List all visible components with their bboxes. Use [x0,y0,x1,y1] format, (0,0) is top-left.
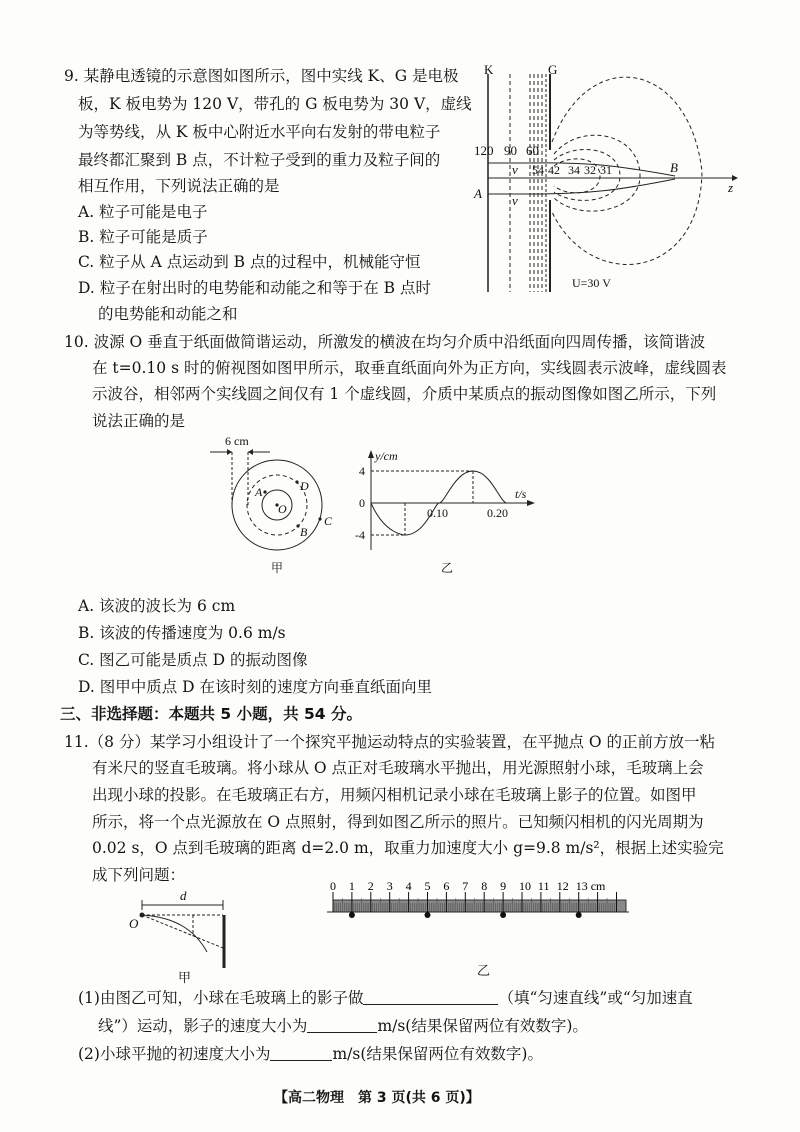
potential-label: 32 [584,163,596,177]
point-a-label: A [474,186,482,201]
section-heading: 三、非选择题：本题共 5 小题，共 54 分。 [60,705,362,723]
q10-line: 说法正确的是 [92,412,186,430]
ruler-label: 2 [367,880,374,893]
voltage-label: U=30 V [572,276,611,290]
shadow-dot [349,912,355,918]
q11-line: 出现小球的投影。在毛玻璃正右方，用频闪相机记录小球在毛玻璃上影子的位置。如图甲 [92,786,697,804]
wave-top-view-figure [205,432,335,582]
plate-g-label: G [548,62,558,77]
potential-label: 31 [600,163,612,177]
point-o-label: O [278,502,287,516]
q10-option-a: A. 该波的波长为 6 cm [78,597,236,615]
point-c-label: C [324,514,333,528]
q11-line: 成下列问题： [92,866,186,884]
figure-caption: 甲 [178,970,192,985]
q9-option-a: A. 粒子可能是电子 [78,203,208,221]
ruler-label: 9 [500,880,507,893]
q9-option-b: B. 粒子可能是质子 [78,228,208,246]
q9-line: 9. 某静电透镜的示意图如图所示，图中实线 K、G 是电极 [64,67,459,85]
q11-line: 0.02 s，O 点到毛玻璃的距离 d=2.0 m，取重力加速度大小 g=9.8 m/s²，根据上述实验完 [92,839,724,857]
dimension-label: 6 cm [225,434,249,448]
ruler-label: 11 [537,880,550,893]
q11-sub1-line1 [78,988,693,1008]
q11-line: 所示，将一个点光源放在 O 点照射，得到如图乙所示的照片。已知频闪相机的闪光周期为 [92,813,704,831]
potential-label: 34 [568,163,580,177]
q11-sub1-text: (1)由图乙可知，小球在毛玻璃上的影子做 [78,989,364,1007]
x-axis-label: t/s [515,487,527,501]
ruler-body [333,900,626,912]
y-tick: 0 [359,496,365,510]
figure-caption: 乙 [477,963,491,978]
answer-blank-initial-speed[interactable] [270,1044,332,1061]
ruler-photo-figure [325,880,645,980]
q9-option-d-cont: 的电势能和动能之和 [98,305,238,323]
x-tick: 0.10 [427,506,448,520]
q10-line: 10. 波源 O 垂直于纸面做简谐运动，所激发的横波在均匀介质中沿纸面向四周传播，该简谐波 [64,333,706,351]
q11-sub1-hint: （填“匀速直线”或“匀加速直 [498,989,693,1007]
potential-label: 54 [532,163,544,177]
q9-option-d: D. 粒子在射出时的电势能和动能之和等于在 B 点时 [78,279,431,297]
y-tick: -4 [355,528,365,542]
ruler-label: 10 [519,880,531,893]
distance-label: d [180,888,187,903]
potential-label: 60 [526,143,539,158]
figure-caption: 乙 [441,561,454,575]
q11-sub1-unit: m/s(结果保留两位有效数字)。 [377,1017,588,1035]
z-axis-label: z [728,180,734,195]
potential-label: 42 [548,163,560,177]
ruler-label: 13 cm [575,880,606,893]
y-axis-label: y/cm [375,450,398,463]
q9-line: 最终都汇聚到 B 点，不计粒子受到的重力及粒子间的 [78,151,441,169]
q10-option-d: D. 图甲中质点 D 在该时刻的速度方向垂直纸面向里 [78,678,433,696]
q10-line: 示波谷，相邻两个实线圆之间仅有 1 个虚线圆，介质中某质点的振动图像如图乙所示，下列 [92,385,717,403]
answer-blank-motion-type[interactable] [363,988,498,1005]
point-d-label: D [300,479,309,493]
vibration-graph-figure [355,450,535,580]
q11-sub2-unit: m/s(结果保留两位有效数字)。 [332,1045,543,1063]
x-tick: 0.20 [487,506,508,520]
potential-label: 120 [474,143,494,158]
q10-option-c: C. 图乙可能是质点 D 的振动图像 [78,651,308,669]
q9-option-c: C. 粒子从 A 点运动到 B 点的过程中，机械能守恒 [78,253,421,271]
ruler-label: 8 [481,880,488,893]
q11-sub2-text: (2)小球平抛的初速度大小为 [78,1045,271,1063]
q10-option-b: B. 该波的传播速度为 0.6 m/s [78,624,286,642]
ruler-label: 12 [556,880,569,893]
ruler-label: 6 [443,880,450,893]
shadow-dot [576,912,582,918]
y-tick: 4 [359,464,365,478]
page-footer: 【高二物理 第 3 页(共 6 页)】 [274,1090,480,1106]
electrostatic-lens-figure [470,62,745,302]
shadow-dot [500,912,506,918]
plate-k-label: K [484,62,494,77]
velocity-label: v [512,193,518,208]
ruler-label: 3 [386,880,393,893]
ruler-label: 4 [405,880,412,893]
point-b-label: B [670,160,678,175]
answer-blank-shadow-speed[interactable] [307,1016,377,1033]
point-a-label: A [255,485,263,499]
ruler-label: 5 [424,880,431,893]
shadow-dot [425,912,431,918]
q11-line: 11.（8 分）某学习小组设计了一个探究平抛运动特点的实验装置，在平抛点 O 的正前方放一粘 [64,733,716,751]
potential-label: 90 [504,143,517,158]
projectile-setup-figure [125,878,245,986]
q9-line: 相互作用，下列说法正确的是 [78,177,280,195]
q11-sub1-line2 [98,1016,588,1036]
ruler-label: 0 [330,880,336,893]
q9-line: 为等势线，从 K 板中心附近水平向右发射的带电粒子 [78,123,441,141]
velocity-label: v [512,162,518,177]
q11-line: 有米尺的竖直毛玻璃。将小球从 O 点正对毛玻璃水平抛出，用光源照射小球，毛玻璃上会 [92,759,704,777]
q9-line: 板，K 板电势为 120 V，带孔的 G 板电势为 30 V，虚线 [78,95,472,113]
q11-sub2-line [78,1044,543,1064]
ruler-label: 7 [462,880,469,893]
point-o-label: O [129,916,139,931]
q11-sub1-text: 线”）运动，影子的速度大小为 [98,1017,308,1035]
ruler-label: 1 [348,880,355,893]
figure-caption: 甲 [271,561,284,575]
q10-line: 在 t=0.10 s 时的俯视图如图甲所示，取垂直纸面向外为正方向，实线圆表示波峰，虚线圆表 [92,359,727,377]
point-b-label: B [300,525,308,539]
